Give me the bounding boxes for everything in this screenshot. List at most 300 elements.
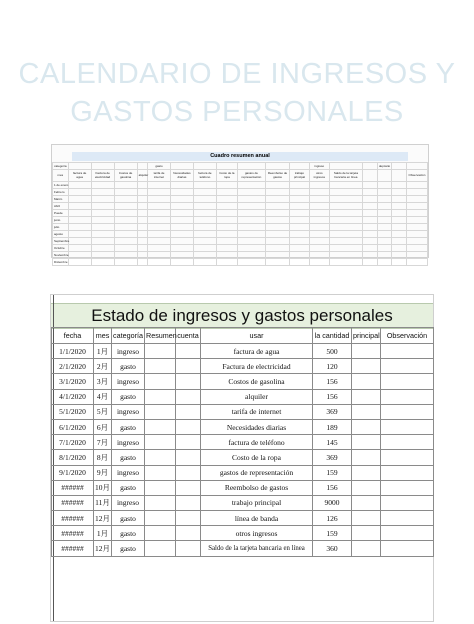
summary-cell [329,245,362,252]
summary-cell [290,245,310,252]
cell-fecha: 9/1/2020 [52,465,94,480]
cell-fecha: 5/1/2020 [52,404,94,419]
summary-cell [237,203,265,210]
summary-cell [290,196,310,203]
summary-cell [193,224,216,231]
summary-cell [91,259,114,266]
summary-subheader-cell [363,170,378,182]
summary-cell [266,252,290,259]
summary-cell [137,210,147,217]
summary-group-cell [68,163,91,170]
cell-usar: Factura de electricidad [201,359,313,374]
cell-cat: ingreso [112,404,145,419]
summary-subheader-cell: factura de teléfono [193,170,216,182]
cell-mes: 7月 [94,435,112,450]
summary-cell [309,189,329,196]
summary-month-label: Octubre [53,245,69,252]
summary-cell [148,231,171,238]
summary-cell [91,217,114,224]
cell-fecha: 2/1/2020 [52,359,94,374]
summary-cell [266,224,290,231]
summary-cell [266,238,290,245]
summary-month-label: julio [53,224,69,231]
summary-subheader-cell: Factura de electricidad [91,170,114,182]
cell-empty [352,480,381,495]
summary-cell [392,252,407,259]
cell-empty [145,541,176,556]
cell-fecha: ###### [52,495,94,510]
summary-subheader-cell: Costo de la ropa [216,170,237,182]
summary-cell [392,203,407,210]
summary-cell [406,245,427,252]
summary-cell [114,210,137,217]
cell-fecha: 8/1/2020 [52,450,94,465]
summary-cell [148,238,171,245]
column-header: principal [352,328,381,344]
cell-empty [176,435,201,450]
cell-cantidad: 156 [313,389,352,404]
summary-cell [137,203,147,210]
summary-month-row [53,231,428,238]
summary-cell [91,252,114,259]
summary-cell [377,217,392,224]
cell-mes: 8月 [94,450,112,465]
summary-subheader-cell: otros ingresos [309,170,329,182]
summary-cell [363,252,378,259]
summary-cell [377,231,392,238]
cell-empty [145,435,176,450]
ledger-row [52,389,434,404]
summary-cell [91,231,114,238]
cell-empty [352,374,381,389]
cell-empty [352,541,381,556]
summary-cell [148,252,171,259]
cell-cantidad: 159 [313,526,352,541]
summary-group-cell [290,163,310,170]
summary-group-cell: categoría [54,164,67,168]
cell-empty [176,526,201,541]
summary-subheader-cell [392,170,407,182]
column-header: fecha [52,328,94,344]
summary-cell [91,203,114,210]
summary-cell [216,224,237,231]
summary-cell [266,231,290,238]
cell-empty [381,344,434,359]
summary-month-row [53,203,428,210]
summary-subheader-cell: tarifa de internet [148,170,171,182]
summary-cell [309,217,329,224]
column-header: Resumen [145,328,176,344]
cell-empty [381,435,434,450]
summary-cell [266,245,290,252]
cell-empty [352,495,381,510]
summary-group-cell [392,163,407,170]
cell-usar: otros ingresos [201,526,313,541]
summary-cell [148,245,171,252]
ledger-row [52,511,434,526]
cell-cantidad: 500 [313,344,352,359]
cell-cantidad: 159 [313,465,352,480]
summary-cell [193,203,216,210]
summary-cell [91,210,114,217]
summary-cell [216,210,237,217]
cell-fecha: 3/1/2020 [52,374,94,389]
cell-mes: 10月 [94,480,112,495]
column-header: usar [201,328,313,344]
summary-cell [137,196,147,203]
summary-cell [406,189,427,196]
summary-group-cell [137,163,147,170]
summary-cell [406,252,427,259]
summary-cell [68,245,91,252]
summary-cell [91,196,114,203]
summary-cell [114,203,137,210]
ledger-row [52,419,434,434]
summary-month-row [53,189,428,196]
summary-cell [392,245,407,252]
summary-cell [363,182,378,189]
cell-empty [145,480,176,495]
cell-cat: ingreso [112,465,145,480]
summary-subheader-cell: factura de agua [68,170,91,182]
summary-cell [170,189,193,196]
summary-cell [170,259,193,266]
summary-cell [114,245,137,252]
summary-group-cell [237,163,265,170]
cell-mes: 12月 [94,541,112,556]
summary-cell [377,224,392,231]
cell-cat: gasto [112,541,145,556]
ledger-row [52,541,434,556]
ledger-row [52,404,434,419]
cell-fecha: ###### [52,511,94,526]
summary-month-row [53,224,428,231]
summary-cell [170,217,193,224]
cell-cantidad: 369 [313,450,352,465]
summary-cell [363,189,378,196]
summary-cell [377,189,392,196]
summary-cell [290,203,310,210]
summary-cell [329,224,362,231]
summary-cell [329,196,362,203]
summary-cell [170,182,193,189]
summary-cell [114,182,137,189]
summary-cell [216,252,237,259]
summary-cell [170,196,193,203]
summary-group-cell [170,163,193,170]
summary-cell [266,210,290,217]
cell-usar: trabajo principal [201,495,313,510]
column-header: categoría [112,328,145,344]
cell-empty [176,511,201,526]
cell-empty [176,344,201,359]
ledger-row [52,450,434,465]
summary-cell [329,217,362,224]
cell-mes: 11月 [94,495,112,510]
cell-cat: ingreso [112,374,145,389]
cell-empty [352,465,381,480]
summary-cell [406,259,427,266]
summary-cell [216,231,237,238]
cell-empty [145,450,176,465]
cell-empty [352,359,381,374]
summary-cell [392,217,407,224]
summary-cell [137,245,147,252]
summary-cell [329,189,362,196]
summary-title: Cuadro resumen anual [72,152,408,161]
summary-month-row [53,210,428,217]
summary-subheader-cell: Necesidades diarias [170,170,193,182]
summary-cell [137,224,147,231]
summary-month-row [53,259,428,266]
summary-subheader-cell: alquiler [137,170,147,182]
summary-cell [363,210,378,217]
ledger-row [52,495,434,510]
summary-subheader-row [53,170,428,182]
cell-empty [381,389,434,404]
summary-cell [290,224,310,231]
summary-group-cell [193,163,216,170]
ledger-title: Estado de ingresos y gastos personales [51,303,433,329]
summary-subheader-cell: Observación [406,170,427,182]
summary-cell [216,245,237,252]
summary-cell [237,189,265,196]
ledger-row [52,344,434,359]
summary-cell [329,252,362,259]
cell-empty [352,526,381,541]
summary-cell [309,238,329,245]
column-header: cuenta [176,328,201,344]
cell-usar: alquiler [201,389,313,404]
summary-cell [377,245,392,252]
summary-cell [114,196,137,203]
cell-empty [176,389,201,404]
summary-cell [377,196,392,203]
cell-empty [145,344,176,359]
cell-empty [381,480,434,495]
cell-mes: 5月 [94,404,112,419]
summary-cell [377,259,392,266]
summary-group-cell [363,163,378,170]
summary-cell [290,238,310,245]
cell-usar: Saldo de la tarjeta bancaria en línea [201,541,313,556]
summary-cell [68,238,91,245]
summary-subheader-cell: trabajo principal [290,170,310,182]
ledger-table [51,327,434,557]
summary-cell [170,252,193,259]
page-title-line-2: GASTOS PERSONALES [70,96,404,128]
summary-group-cell: ingreso [309,163,329,170]
cell-empty [352,419,381,434]
summary-month-label: junio [53,217,69,224]
summary-group-cell [91,163,114,170]
cell-empty [145,374,176,389]
summary-cell [309,252,329,259]
summary-cell [309,259,329,266]
summary-cell [114,238,137,245]
cell-cantidad: 189 [313,419,352,434]
summary-cell [363,203,378,210]
summary-cell [216,217,237,224]
summary-cell [114,252,137,259]
cell-mes: 4月 [94,389,112,404]
cell-empty [381,526,434,541]
summary-cell [137,189,147,196]
ledger-row [52,435,434,450]
summary-cell [237,217,265,224]
ledger-row [52,374,434,389]
summary-cell [329,259,362,266]
cell-empty [176,495,201,510]
cell-empty [381,404,434,419]
cell-cat: gasto [112,359,145,374]
summary-group-cell [266,163,290,170]
summary-cell [68,231,91,238]
summary-cell [193,189,216,196]
summary-cell [91,224,114,231]
summary-cell [137,231,147,238]
ledger-header-row [52,328,434,344]
cell-cantidad: 126 [313,511,352,526]
summary-cell [170,238,193,245]
cell-cat: gasto [112,419,145,434]
cell-fecha: 7/1/2020 [52,435,94,450]
summary-cell [91,182,114,189]
summary-cell [377,210,392,217]
summary-cell [170,210,193,217]
cell-cat: gasto [112,511,145,526]
cell-usar: factura de teléfono [201,435,313,450]
summary-cell [329,231,362,238]
summary-month-label: Diciembre [54,260,68,264]
summary-cell [148,182,171,189]
summary-cell [148,217,171,224]
cell-empty [145,526,176,541]
summary-cell [148,189,171,196]
summary-cell [114,259,137,266]
summary-cell [406,203,427,210]
summary-cell [406,224,427,231]
cell-cantidad: 369 [313,404,352,419]
cell-empty [145,359,176,374]
summary-cell [309,196,329,203]
summary-cell [237,196,265,203]
summary-cell [237,238,265,245]
summary-cell [363,217,378,224]
summary-group-cell [329,163,362,170]
cell-empty [176,541,201,556]
summary-month-label: Abril [53,203,69,210]
summary-cell [137,259,147,266]
cell-mes: 9月 [94,465,112,480]
summary-cell [290,217,310,224]
ledger-row [52,526,434,541]
cell-empty [176,480,201,495]
cell-mes: 6月 [94,419,112,434]
summary-cell [392,210,407,217]
summary-month-row [53,252,428,259]
summary-cell [392,196,407,203]
summary-cell [114,224,137,231]
cell-cat: gasto [112,480,145,495]
cell-empty [176,374,201,389]
summary-cell [392,224,407,231]
cell-mes: 1月 [94,344,112,359]
summary-cell [68,252,91,259]
summary-cell [406,182,427,189]
summary-cell [237,224,265,231]
summary-cell [193,182,216,189]
summary-cell [266,189,290,196]
cell-empty [145,419,176,434]
summary-group-row [53,163,428,170]
summary-cell [216,203,237,210]
summary-cell [266,203,290,210]
cell-mes: 12月 [94,511,112,526]
cell-usar: Costos de gasolina [201,374,313,389]
summary-cell [193,245,216,252]
cell-mes: 2月 [94,359,112,374]
summary-cell [363,196,378,203]
summary-cell [68,259,91,266]
summary-cell [114,217,137,224]
summary-cell [377,203,392,210]
cell-empty [381,374,434,389]
summary-month-row [53,196,428,203]
summary-cell [329,182,362,189]
annual-summary-sheet [51,144,429,264]
cell-usar: factura de agua [201,344,313,359]
summary-cell [137,238,147,245]
column-header: Observación [381,328,434,344]
summary-cell [68,217,91,224]
cell-empty [381,359,434,374]
summary-cell [290,182,310,189]
summary-cell [114,189,137,196]
cell-cantidad: 156 [313,480,352,495]
summary-cell [193,210,216,217]
summary-cell [137,217,147,224]
summary-cell [193,217,216,224]
cell-empty [176,465,201,480]
summary-cell [216,259,237,266]
column-header: mes [94,328,112,344]
summary-cell [290,231,310,238]
cell-empty [352,404,381,419]
cell-fecha: ###### [52,526,94,541]
cell-empty [381,465,434,480]
summary-cell [68,189,91,196]
summary-cell [137,252,147,259]
summary-cell [392,189,407,196]
summary-cell [68,182,91,189]
summary-cell [170,231,193,238]
cell-empty [352,435,381,450]
cell-empty [352,389,381,404]
cell-usar: tarifa de internet [201,404,313,419]
summary-cell [406,238,427,245]
summary-cell [309,245,329,252]
cell-empty [352,344,381,359]
summary-month-row [53,238,428,245]
summary-cell [266,182,290,189]
summary-cell [91,238,114,245]
summary-month-label: agosto [53,231,69,238]
cell-empty [145,465,176,480]
cell-cat: gasto [112,450,145,465]
summary-month-label: Noviembre [54,253,69,257]
cell-empty [381,495,434,510]
